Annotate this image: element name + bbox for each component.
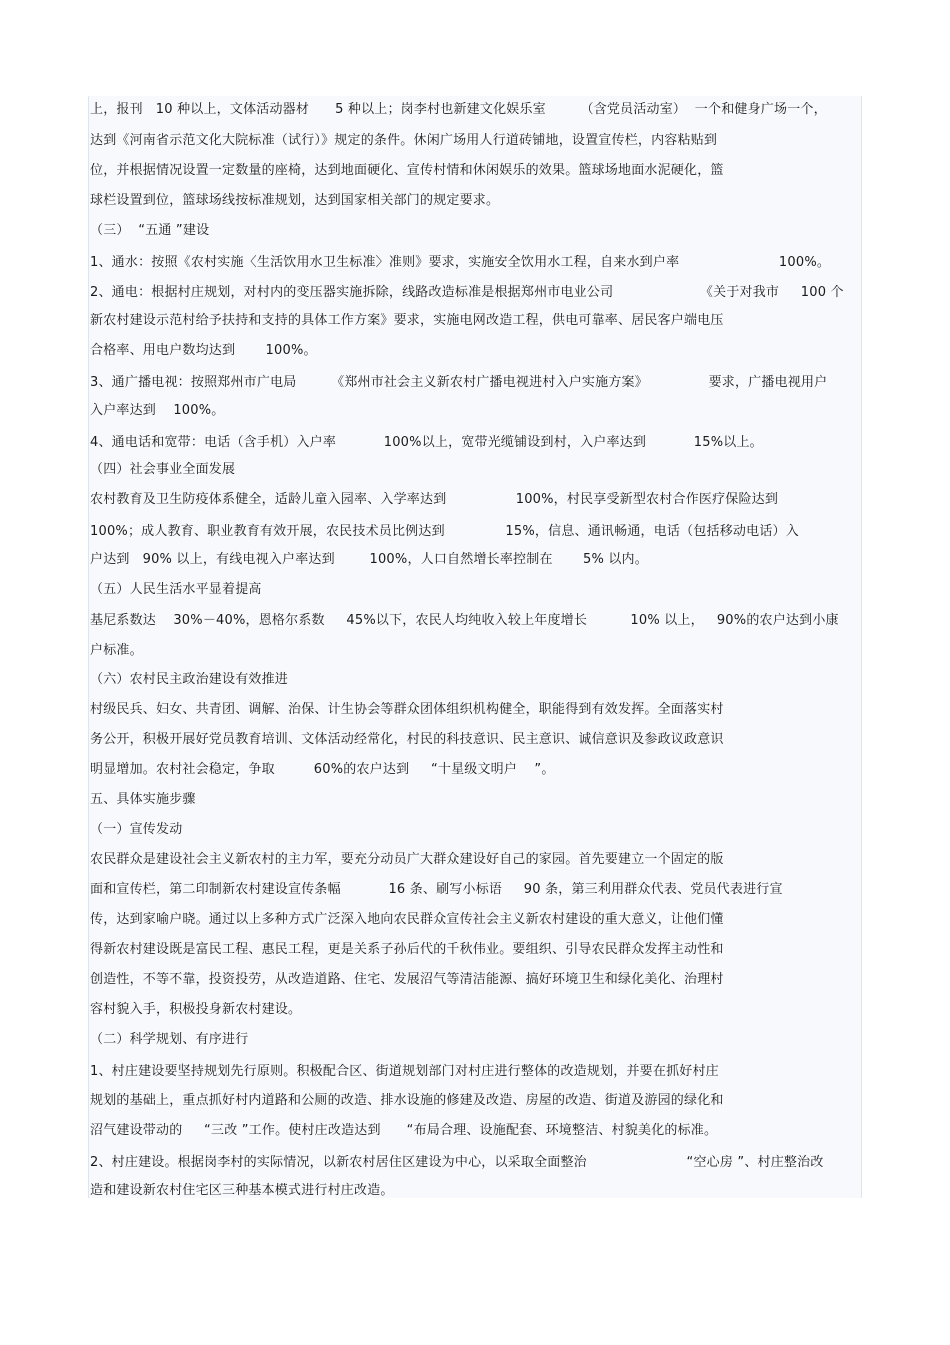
text-line: 达到《河南省示范文化大院标准（试行）》规定的条件。休闲广场用人行道砖铺地，设置宣传栏，内容粘贴到: [90, 133, 718, 148]
text-line: 明显增加。农村社会稳定，争取 60%的农户达到 “十星级文明户 ”。: [90, 762, 555, 777]
text-line: 户标准。: [90, 643, 143, 658]
text-line: 1、通水：按照《农村实施〈生活饮用水卫生标准〉准则》要求，实施安全饮用水工程，自来水到户率 100%。: [90, 255, 831, 270]
text-line: 合格率、用电户数均达到 100%。: [90, 343, 317, 358]
text-line: 2、村庄建设。根据岗李村的实际情况，以新农村居住区建设为中心，以采取全面整治 “空心房 ”、村庄整治改: [90, 1155, 824, 1170]
text-line: 传，达到家喻户晓。通过以上多种方式广泛深入地向农民群众宣传社会主义新农村建设的重大意义，让他们懂: [90, 912, 724, 927]
text-line: 100%；成人教育、职业教育有效开展，农民技术员比例达到 15%，信息、通讯畅通，电话（包括移动电话）入: [90, 524, 799, 539]
text-line: 新农村建设示范村给予扶持和支持的具体工作方案》要求，实施电网改造工程，供电可靠率、居民客户端电压: [90, 313, 724, 328]
text-line: 沼气建设带动的 “三改 ”工作。使村庄改造达到 “布局合理、设施配套、环境整洁、村貌美化的标准。: [90, 1123, 718, 1138]
section-heading: （五）人民生活水平显着提高: [90, 582, 262, 597]
section-heading: （一）宣传发动: [90, 822, 183, 837]
text-line: 上，报刊 10 种以上，文体活动器材 5 种以上；岗李村也新建文化娱乐室 （含党员活动室） 一个和健身广场一个，: [90, 102, 827, 117]
section-heading: （六）农村民主政治建设有效推进: [90, 672, 289, 687]
text-line: 农村教育及卫生防疫体系健全，适龄儿童入园率、入学率达到 100%，村民享受新型农村合作医疗保险达到: [90, 492, 779, 507]
section-heading: （三） “五通 ”建设: [90, 223, 210, 238]
text-line: 户达到 90% 以上，有线电视入户率达到 100%，人口自然增长率控制在 5% 以内。: [90, 552, 648, 567]
text-line: 位，并根据情况设置一定数量的座椅，达到地面硬化、宣传村情和休闲娱乐的效果。篮球场地面水泥硬化，篮: [90, 163, 724, 178]
text-line: 1、村庄建设要坚持规划先行原则。积极配合区、街道规划部门对村庄进行整体的改造规划，并要在抓好村庄: [90, 1064, 719, 1079]
text-line: 造和建设新农村住宅区三种基本模式进行村庄改造。: [90, 1183, 394, 1198]
text-line: 2、通电：根据村庄规划，对村内的变压器实施拆除，线路改造标准是根据郑州市电业公司 《关于对我市 100 个: [90, 285, 844, 300]
text-line: 得新农村建设既是富民工程、惠民工程，更是关系子孙后代的千秋伟业。要组织、引导农民群众发挥主动性和: [90, 942, 724, 957]
section-heading: （四）社会事业全面发展: [90, 462, 236, 477]
text-line: 容村貌入手，积极投身新农村建设。: [90, 1002, 302, 1017]
section-heading: 五、具体实施步骤: [90, 792, 196, 807]
text-line: 创造性，不等不靠，投资投劳，从改造道路、住宅、发展沼气等清洁能源、搞好环境卫生和绿化美化、治理村: [90, 972, 724, 987]
text-line: 球栏设置到位，篮球场线按标准规划，达到国家相关部门的规定要求。: [90, 193, 500, 208]
text-line: 农民群众是建设社会主义新农村的主力军，要充分动员广大群众建设好自己的家园。首先要建立一个固定的版: [90, 852, 724, 867]
text-line: 入户率达到 100%。: [90, 403, 225, 418]
text-line: 村级民兵、妇女、共青团、调解、治保、计生协会等群众团体组织机构健全，职能得到有效发挥。全面落实村: [90, 702, 724, 717]
text-line: 务公开，积极开展好党员教育培训、文体活动经常化，村民的科技意识、民主意识、诚信意识及参政议政意识: [90, 732, 724, 747]
text-line: 基尼系数达 30%－40%，恩格尔系数 45%以下，农民人均纯收入较上年度增长 10% 以上， 90%的农户达到小康: [90, 613, 839, 628]
section-heading: （二）科学规划、有序进行: [90, 1032, 249, 1047]
text-line: 规划的基础上，重点抓好村内道路和公厕的改造、排水设施的修建及改造、房屋的改造、街道及游园的绿化和: [90, 1093, 724, 1108]
text-line: 3、通广播电视：按照郑州市广电局 《郑州市社会主义新农村广播电视进村入户实施方案》 要求，广播电视用户: [90, 375, 828, 390]
text-line: 面和宣传栏，第二印制新农村建设宣传条幅 16 条、刷写小标语 90 条，第三利用群众代表、党员代表进行宣: [90, 882, 783, 897]
text-line: 4、通电话和宽带：电话（含手机）入户率 100%以上，宽带光缆铺设到村，入户率达到 15%以上。: [90, 435, 763, 450]
